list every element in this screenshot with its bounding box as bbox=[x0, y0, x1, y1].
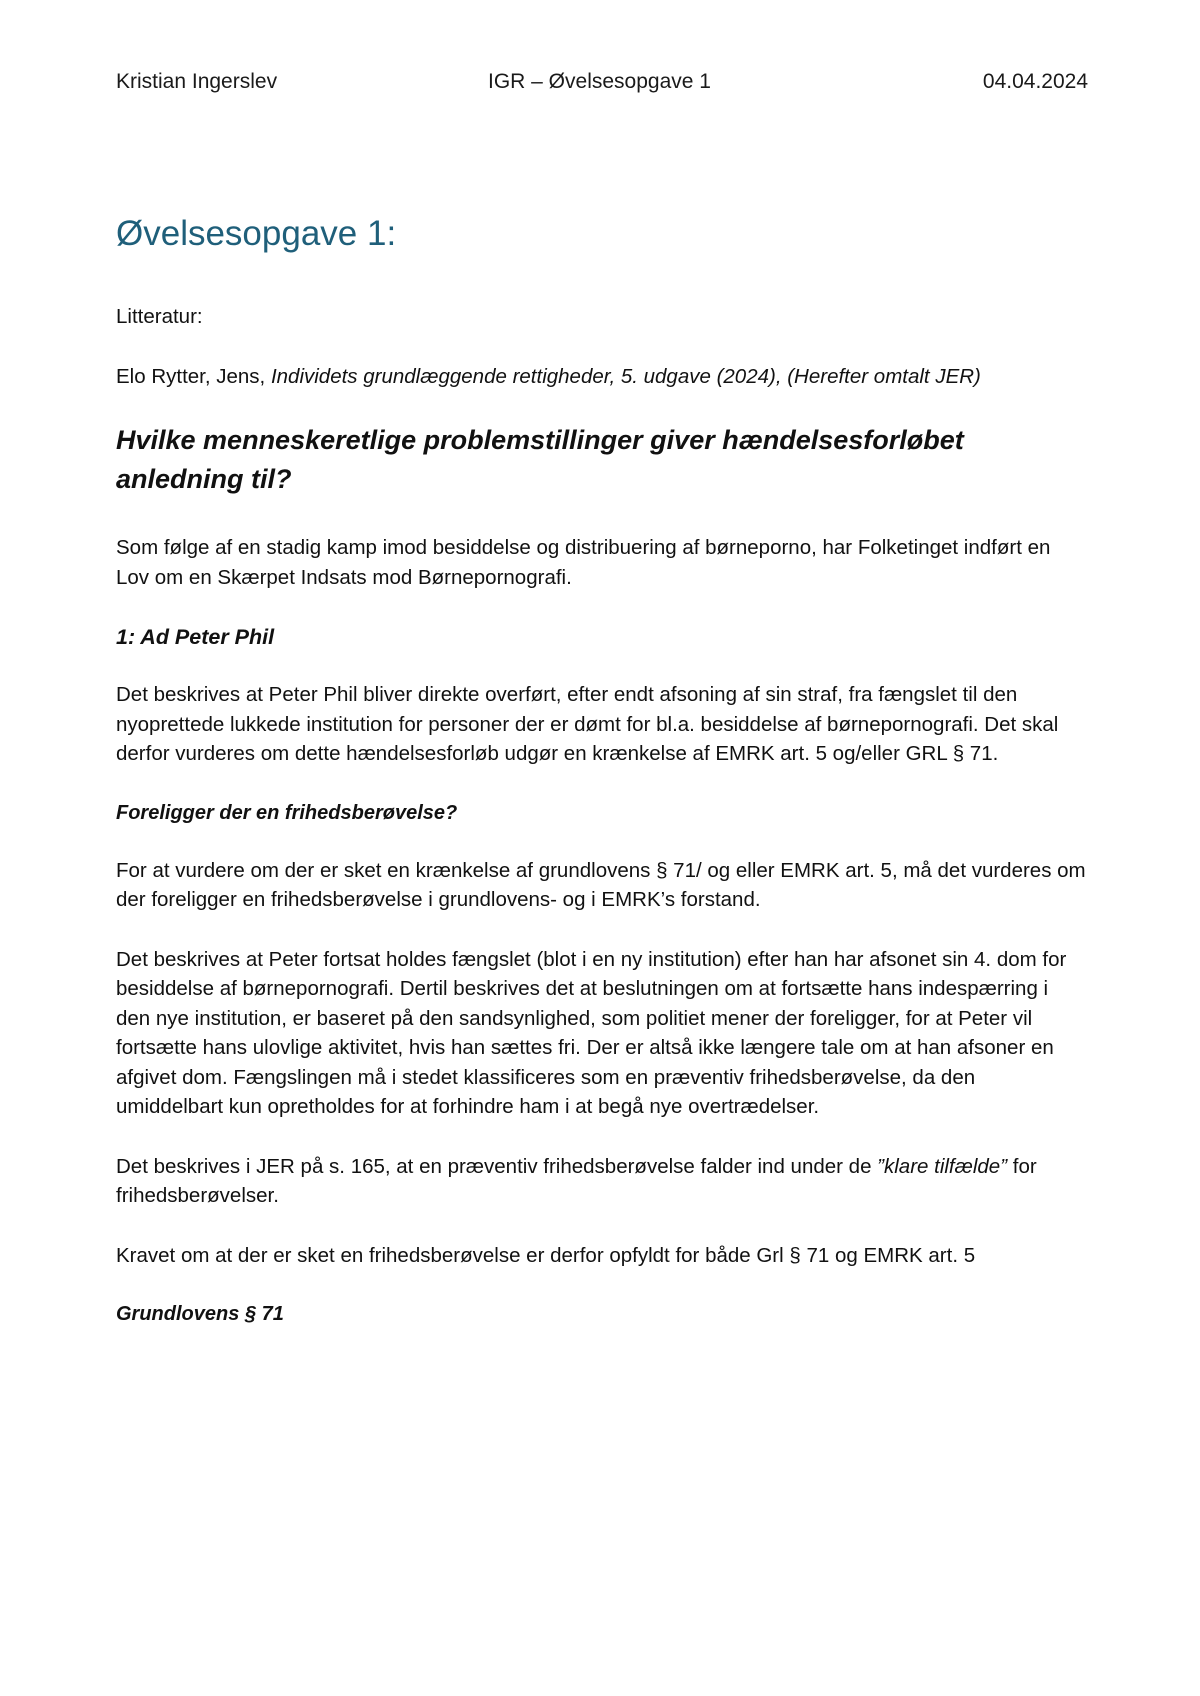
paragraph-1: Det beskrives at Peter Phil bliver direkte overført, efter endt afsoning af sin straf, fra fængslet til den nyoprettede lukkede institution for personer der er dømt for bl.a. besiddelse af børnepornografi. Det skal derfor vurderes om dette hændelsesforløb udgør en krænkelse af EMRK art. 5 og/eller GRL § 71. bbox=[116, 683, 1059, 765]
subheading-frihedsberovelse: Foreligger der en frihedsberøvelse? bbox=[116, 801, 458, 824]
paragraph-4 bbox=[116, 1152, 1086, 1211]
header-date: 04.04.2024 bbox=[982, 70, 1088, 93]
literature-label: Litteratur: bbox=[116, 305, 203, 328]
paragraph-4-quote: ”klare tilfælde” bbox=[877, 1154, 1008, 1178]
page-header bbox=[116, 70, 1088, 100]
paragraph-2: For at vurdere om der er sket en krænkelse af grundlovens § 71/ og eller EMRK art. 5, må det vurderes om der foreligger en frihedsberøvelse i grundlovens- og i EMRK’s forstand. bbox=[116, 858, 1086, 911]
paragraph-4-end: for frihedsberøvelser. bbox=[116, 1154, 1037, 1207]
intro-paragraph: Som følge af en stadig kamp imod besiddelse og distribuering af børneporno, har Folketinget indført en Lov om en Skærpet Indsats mod Børnepornografi. bbox=[116, 536, 1051, 589]
paragraph-5: Kravet om at der er sket en frihedsberøvelse er derfor opfyldt for både Grl § 71 og EMRK art. 5 bbox=[116, 1243, 976, 1267]
reference-author: Elo Rytter, Jens, bbox=[116, 364, 271, 388]
question-heading: Hvilke menneskeretlige problemstillinger giver hændelsesforløbet anledning til? bbox=[116, 425, 964, 494]
subheading-grundlovens-71: Grundlovens § 71 bbox=[116, 1303, 284, 1325]
paragraph-4-start: Det beskrives i JER på s. 165, at en præventiv frihedsberøvelse falder ind under de bbox=[116, 1154, 878, 1178]
document-title: Øvelsesopgave 1: bbox=[116, 214, 397, 253]
document-body bbox=[116, 210, 1086, 1357]
literature-reference bbox=[116, 362, 1086, 392]
section-heading-peter-phil: 1: Ad Peter Phil bbox=[116, 625, 275, 649]
header-course: IGR – Øvelsesopgave 1 bbox=[488, 70, 711, 93]
reference-work: Individets grundlæggende rettigheder, 5. udgave (2024), (Herefter omtalt JER) bbox=[270, 364, 981, 388]
paragraph-3: Det beskrives at Peter fortsat holdes fængslet (blot i en ny institution) efter han har afsonet sin 4. dom for besiddelse af børnepornografi. Dertil beskrives det at beslutningen om at fortsætte hans indespærring i den nye institution, er baseret på den sandsynlighed, som politiet mener der foreligger, for at Peter vil fortsætte hans ulovlige aktivitet, hvis han sættes fri. Der er altså ikke længere tale om at han afsoner en afgivet dom. Fængslingen må i stedet klassificeres som en præventiv frihedsberøvelse, da den umiddelbart kun opretholdes for at forhindre ham i at begå nye overtrædelser. bbox=[116, 947, 1067, 1118]
header-author: Kristian Ingerslev bbox=[116, 70, 278, 93]
